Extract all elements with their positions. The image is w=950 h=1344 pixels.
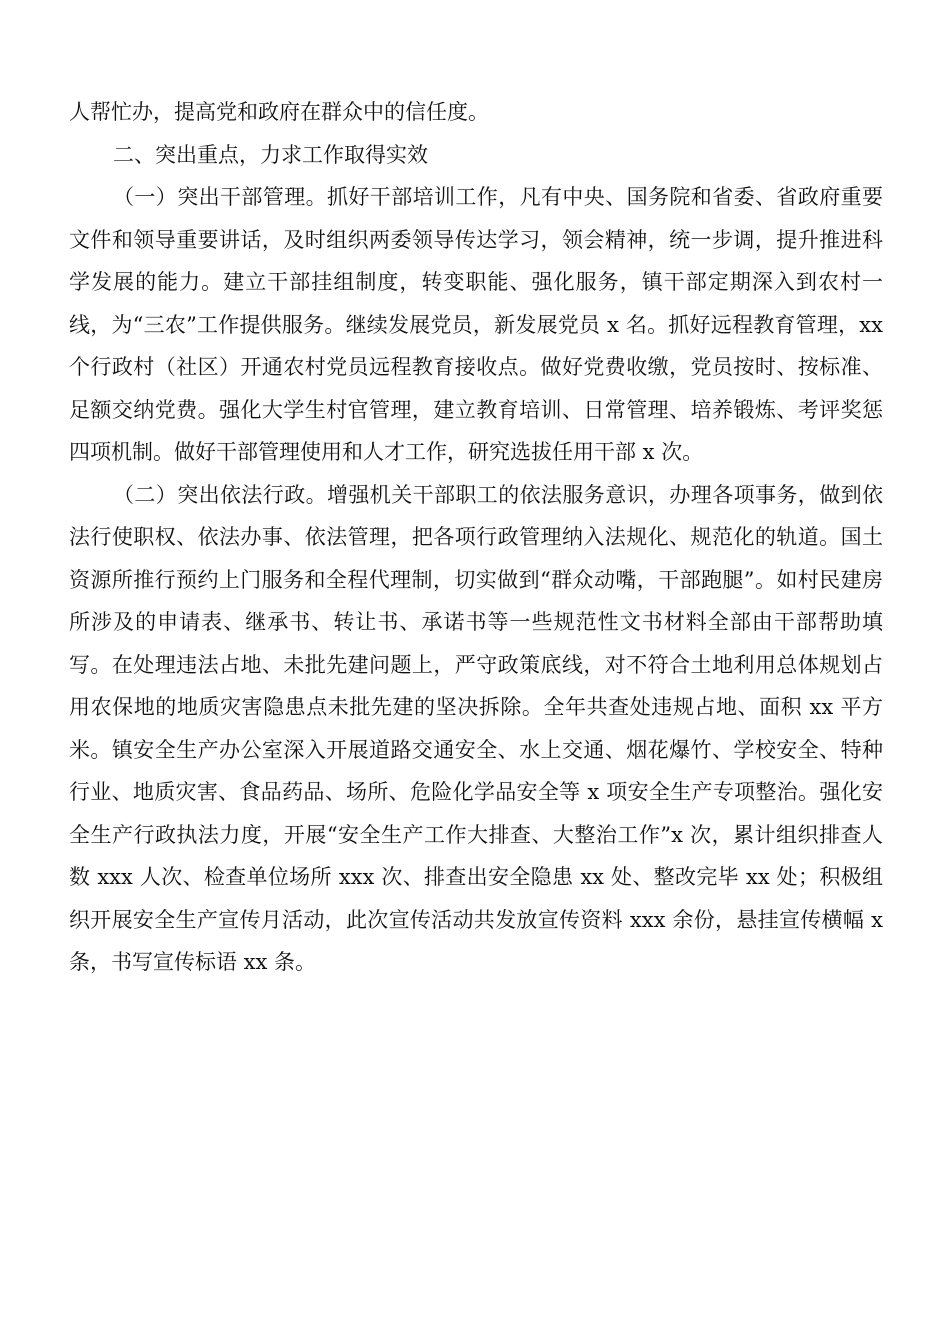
paragraph-continuation: 人帮忙办，提高党和政府在群众中的信任度。 xyxy=(69,100,489,124)
paragraph-cadre-management: （一）突出干部管理。抓好干部培训工作，凡有中央、国务院和省委、省政府重要文件和领导重要讲话，及时组织两委领导传达学习，领会精神，统一步调，提升推进科学发展的能力。建立干部挂组制度，转变职能、强化服务，镇干部定期深入到农村一线，为“三农”工作提供服务。继续发展党员，新发展党员 x 名。抓好远程教育管理，xx 个行政村（社区）开通农村党员远程教育接收点。做好党费收缴，党员按时、按标准、足额交纳党费。强化大学生村官管理，建立教育培训、日常管理、培养锻炼、考评奖惩四项机制。做好干部管理使用和人才工作，研究选拔任用干部 x 次。 xyxy=(69,185,883,464)
section-heading: 二、突出重点，力求工作取得实效 xyxy=(113,142,428,167)
document-body xyxy=(69,91,883,984)
paragraph-law-administration: （二）突出依法行政。增强机关干部职工的依法服务意识，办理各项事务，做到依法行使职权、依法办事、依法管理，把各项行政管理纳入法规化、规范化的轨道。国土资源所推行预约上门服务和全程代理制，切实做到“群众动嘴，干部跑腿”。如村民建房所涉及的申请表、继承书、转让书、承诺书等一些规范性文书材料全部由干部帮助填写。在处理违法占地、未批先建问题上，严守政策底线，对不符合土地利用总体规划占用农保地的地质灾害隐患点未批先建的坚决拆除。全年共查处违规占地、面积 xx 平方米。镇安全生产办公室深入开展道路交通安全、水上交通、烟花爆竹、学校安全、特种行业、地质灾害、食品药品、场所、危险化学品安全等 x 项安全生产专项整治。强化安全生产行政执法力度，开展“安全生产工作大排查、大整治工作”x 次，累计组织排查人数 xxx 人次、检查单位场所 xxx 次、排查出安全隐患 xx 处、整改完毕 xx 处；积极组织开展安全生产宣传月活动，此次宣传活动共发放宣传资料 xxx 余份，悬挂宣传横幅 x 条，书写宣传标语 xx 条。 xyxy=(69,482,883,974)
